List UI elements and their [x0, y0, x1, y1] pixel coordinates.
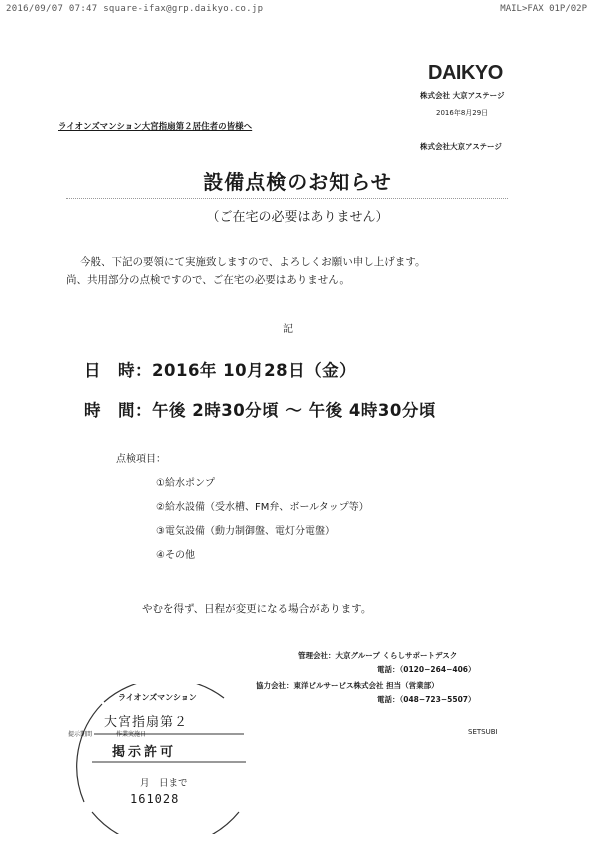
- stamp-building: ライオンズマンション: [118, 693, 197, 702]
- fax-header-left: 2016/09/07 07:47 square-ifax@grp.daikyo.co.jp: [6, 4, 264, 14]
- stamp-until: 月 日まで: [140, 778, 188, 789]
- stamp-period-labels: 提示期間 作業実施日: [68, 731, 147, 738]
- document-subtitle: （ご在宅の必要はありません）: [206, 210, 389, 225]
- letter-date: 2016年8月29日: [436, 109, 489, 117]
- schedule-date: 日 時：2016年 10月28日（金）: [84, 361, 357, 380]
- letterhead-company: 株式会社 大京アステージ: [420, 91, 505, 100]
- sender-company: 株式会社大京アステージ: [420, 142, 502, 151]
- schedule-change-notice: やむを得ず、日程が変更になる場合があります。: [142, 603, 372, 615]
- inspection-item: ③電気設備（動力制御盤、電灯分電盤）: [156, 526, 335, 537]
- cooperating-phone: 電話：（048−723−5507）: [377, 695, 476, 704]
- fax-header-right: MAIL>FAX 01P/02P: [500, 4, 587, 14]
- document-code: SETSUBI: [468, 728, 498, 736]
- cooperating-company: 協力会社：東洋ビルサービス株式会社 担当（営業部）: [256, 681, 439, 690]
- addressee: ライオンズマンション大宮指扇第２居住者の皆様へ: [58, 122, 253, 132]
- body-paragraph-2: 尚、共用部分の点検ですので、ご在宅の必要はありません。: [66, 274, 350, 286]
- title-divider: [66, 198, 508, 199]
- stamp-date-number: 161028: [130, 792, 180, 806]
- document-title: 設備点検のお知らせ: [203, 170, 392, 194]
- schedule-time: 時 間：午後 2時30分頃 〜 午後 4時30分頃: [84, 401, 436, 420]
- inspection-item: ②給水設備（受水槽、FM弁、ボールタップ等）: [156, 502, 369, 513]
- management-company: 管理会社：大京グループ くらしサポートデスク: [298, 651, 458, 660]
- inspection-item: ④その他: [156, 550, 195, 561]
- body-paragraph-1: 今般、下記の要領にて実施致しますので、よろしくお願い申し上げます。: [80, 256, 426, 268]
- inspection-item: ①給水ポンプ: [156, 478, 215, 489]
- ki-marker: 記: [283, 324, 293, 335]
- stamp-permit: 掲示許可: [112, 745, 177, 760]
- management-phone: 電話：（0120−264−406）: [377, 665, 476, 674]
- daikyo-logo: DAIKYO: [428, 62, 503, 84]
- stamp-building-name: 大宮指扇第２: [104, 715, 189, 730]
- inspection-items-heading: 点検項目：: [116, 454, 166, 465]
